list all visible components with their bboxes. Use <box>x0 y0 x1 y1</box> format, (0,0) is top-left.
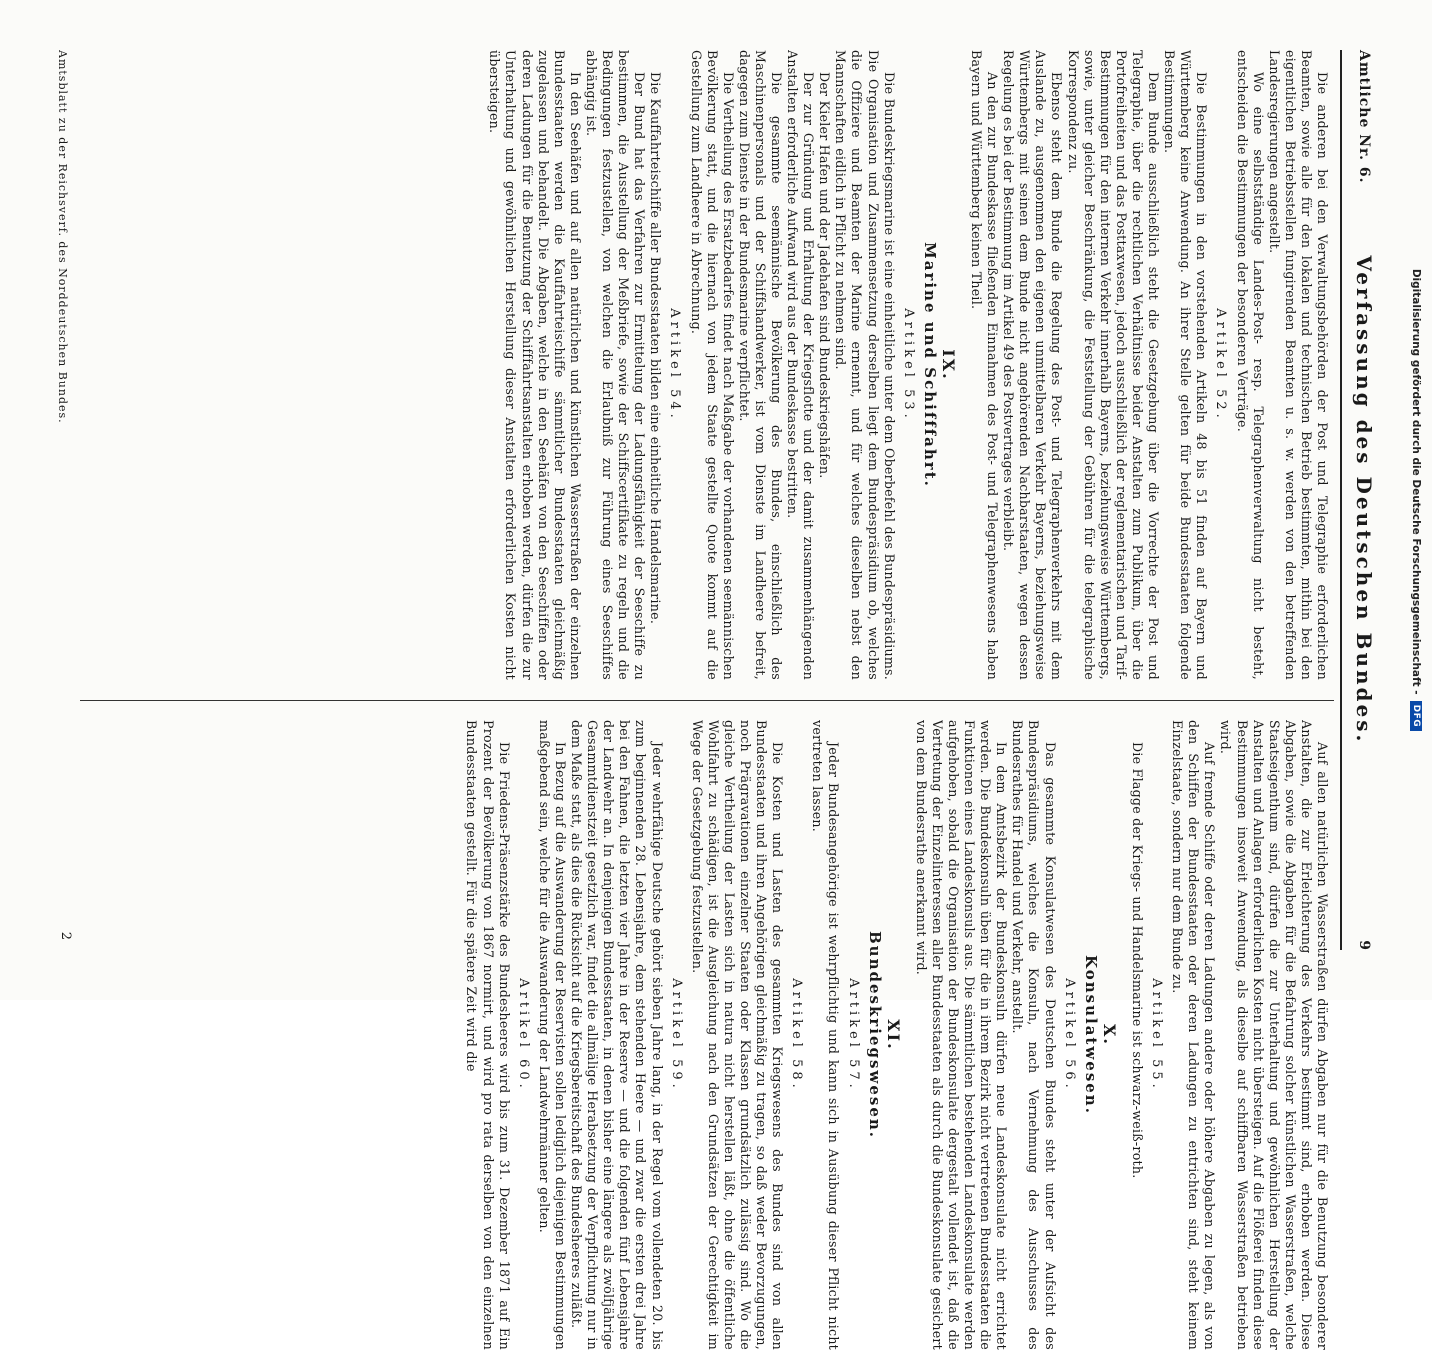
body-paragraph: Der Bund hat das Verfahren zur Ermittelung der Ladungsfähigkeit der Seeschiffe zu bestimmen, die Ausstellung der Meßbriefe, sowie der Schiffscertifikate zu regeln und die Bedingungen festzustellen, von welchen die Erlaubniß zur Führung eines Seeschiffes abhängig ist. <box>583 50 648 680</box>
body-paragraph: Das gesammte Konsulatwesen des Deutschen Bundes steht unter der Aufsicht des Bundespräsidiums, welches die Konsuln, nach Vernehmung des Ausschusses des Bundesrathes für Handel und Verkehr, anstellt. <box>1010 720 1058 1350</box>
right-column <box>80 720 1330 1350</box>
column-divider <box>80 700 1334 701</box>
body-paragraph: Die Flagge der Kriegs- und Handelsmarine ist schwarz-weiß-roth. <box>1129 742 1145 1179</box>
header-left: Amtliche Nr. 6. <box>1356 50 1372 184</box>
article-heading: Artikel 56. <box>1061 978 1077 1092</box>
dfg-logo: DFG <box>1410 701 1422 732</box>
body-paragraph: Die gesammte seemännische Bevölkerung des Bundes, einschließlich des Maschinenpersonals und der Schiffshandwerker, ist vom Dienste im Landheere befreit, dagegen zum Dienste in der Bundesmarine verpflichtet. <box>736 50 784 680</box>
footer-fragment: Amtsblatt zu der Reichsverf. des Norddeutschen Bundes. <box>56 50 69 424</box>
body-paragraph: Die Bestimmungen in den vorstehenden Artikeln 48 bis 51 finden auf Bayern und Württemberg keine Anwendung. An ihrer Stelle gelten für beide Bundesstaaten folgende Bestimmungen. <box>1162 50 1210 680</box>
body-paragraph: In den Seehäfen und auf allen natürlichen und künstlichen Wasserstraßen der einzelnen Bundesstaaten werden die Kauffahrteischiffe sämmtlicher Bundesstaaten gleichmäßig zugelassen und behandelt. Die Abgaben, welche in den Seehäfen von den Seeschiffen oder deren Ladungen für die Benutzung der Schifffahrtsanstalten erhoben werden, dürfen die zur Unterhaltung und gewöhnlichen Herstellung dieser Anstalten erforderlichen Kosten nicht übersteigen. <box>487 50 583 680</box>
rotated-page-content <box>50 30 1390 1350</box>
body-paragraph: Auf fremde Schiffe oder deren Ladungen andere oder höhere Abgaben zu legen, als von den Schiffen der Bundesstaaten oder deren Ladungen zu entrichten sind, steht keinem Einzelstaate, sondern nur dem Bunde zu. <box>1170 720 1218 1350</box>
digitization-credit <box>1409 0 1423 1000</box>
body-paragraph: Jeder wehrfähige Deutsche gehört sieben Jahre lang, in der Regel vom vollendeten 20. bis zum beginnenden 28. Lebensjahre, dem stehenden Heere — und zwar die ersten drei Jahre bei den Fahnen, die letzten vier Jahre in der Reserve — und die folgenden fünf Lebensjahre der Landwehr an. In denjenigen Bundesstaaten, in denen bisher eine längere als zwölfjährige Gesammtdienstzeit gesetzlich war, findet die allmälige Herabsetzung der Verpflichtung nur in dem Maße statt, als dies die Rücksicht auf die Kriegsbereitschaft des Bundesheeres zuläßt. <box>569 720 665 1350</box>
body-paragraph: In dem Amtsbezirk der Bundeskonsuln dürfen neue Landeskonsulate nicht errichtet werden. Die Bundeskonsuln üben für die in ihrem Bezirk nicht vertretenen Bundesstaaten die Funktionen eines Landeskonsuls aus. Die sämmtlichen bestehenden Landeskonsulate werden aufgehoben, sobald die Organisation der Bundeskonsulate dergestalt vollendet ist, daß die Vertretung der Einzelinteressen aller Bundesstaaten als durch die Bundeskonsulate gesichert von dem Bundesrathe anerkannt wird. <box>913 720 1010 1350</box>
article-heading: Artikel 58. <box>789 978 805 1092</box>
body-paragraph: An den zur Bundeskasse fließenden Einnahmen des Post- und Telegraphenwesens haben Bayern und Württemberg keinen Theil. <box>969 50 1001 680</box>
body-paragraph: Auf allen natürlichen Wasserstraßen dürfen Abgaben nur für die Benutzung besonderer Anstalten, die zur Erleichterung des Verkehrs bestimmt sind, erhoben werden. Diese Abgaben, sowie die Abgaben für die Befahrung solcher künstlichen Wasserstraßen, welche Staatseigenthum sind, dürfen die zur Unterhaltung und gewöhnlichen Herstellung der Anstalten und Anlagen erforderlichen Kosten nicht übersteigen. Auf die Flößerei finden diese Bestimmungen insoweit Anwendung, als dieselbe auf schiffbaren Wasserstraßen betrieben wird. <box>1218 720 1330 1350</box>
body-paragraph: Der Kieler Hafen und der Jadehafen sind Bundeskriegshäfen. <box>817 72 833 479</box>
body-paragraph: Ebenso steht dem Bunde die Regelung des Post- und Telegraphenverkehrs mit dem Auslande zu, ausgenommen den eigenen unmittelbaren Verkehr Bayerns, beziehungsweise Württembergs mit seinen dem Bunde nicht angehörenden Nachbarstaaten, wegen dessen Regelung es bei der Bestimmung im Artikel 49 des Postvertrages verbleibt. <box>1001 50 1065 680</box>
body-paragraph: Wo eine selbstständige Landes-Post- resp. Telegraphenverwaltung nicht besteht, entscheiden die Bestimmungen der besonderen Verträge. <box>1234 50 1266 680</box>
body-paragraph: Die Friedens-Präsenzstärke des Bundesheeres wird bis zum 31. Dezember 1871 auf Ein Prozent der Bevölkerung von 1867 normirt, und wird pro rata derselben von den einzelnen Bundesstaaten gestellt. Für die spätere Zeit wird die <box>464 720 512 1350</box>
chapter-title: Bundeskriegswesen. <box>865 930 884 1139</box>
running-head <box>1346 50 1376 950</box>
chapter-numeral: X. <box>1099 1024 1119 1046</box>
body-paragraph: Die Kosten und Lasten des gesammten Kriegswesens des Bundes sind von allen Bundesstaaten und ihren Angehörigen gleichmäßig zu tragen, so daß weder Bevorzugungen, noch Prägravationen einzelner Staaten oder Klassen grundsätzlich zulässig sind. Wo die gleiche Vertheilung der Lasten sich in natura nicht herstellen läßt, ohne die öffentliche Wohlfahrt zu schädigen, ist die Ausgleichung nach den Grundsätzen der Gerechtigkeit im Wege der Gesetzgebung festzustellen. <box>689 720 786 1350</box>
body-paragraph: Die anderen bei den Verwaltungsbehörden der Post und Telegraphie erforderlichen Beamten, sowie alle für den lokalen und technischen Betrieb bestimmten, mithin bei den eigentlichen Betriebsstellen fungirenden Beamten u. s. w. werden von den betreffenden Landesregierungen angestellt. <box>1266 50 1330 680</box>
article-heading: Artikel 52. <box>1213 308 1229 422</box>
header-title: Verfassung des Deutschen Bundes. <box>1352 255 1376 745</box>
credit-text: Digitalisierung gefördert durch die Deutsche Forschungsgemeinschaft - <box>1410 268 1422 695</box>
article-heading: Artikel 59. <box>668 978 684 1092</box>
header-rule <box>1340 50 1342 950</box>
body-paragraph: Der zur Gründung und Erhaltung der Kriegsflotte und der damit zusammenhängenden Anstalten erforderliche Aufwand wird aus der Bundeskasse bestritten. <box>785 50 817 680</box>
article-heading: Artikel 57. <box>845 978 861 1092</box>
body-paragraph: In Bezug auf die Auswanderung der Reservisten sollen lediglich diejenigen Bestimmungen maßgebend sein, welche für die Auswanderung der Landwehrmänner gelten. <box>536 720 568 1350</box>
article-heading: Artikel 53. <box>900 308 916 422</box>
chapter-numeral: IX. <box>938 349 958 381</box>
body-paragraph: Die Kauffahrteischiffe aller Bundesstaaten bilden eine einheitliche Handelsmarine. <box>648 72 664 625</box>
body-paragraph: Jeder Bundesangehörige ist wehrpflichtig und kann sich in Ausübung dieser Pflicht nicht vertreten lassen. <box>810 720 842 1350</box>
body-paragraph: Die Bundeskriegsmarine ist eine einheitliche unter dem Oberbefehl des Bundespräsidiums. Die Organisation und Zusammensetzung derselben liegt dem Bundespräsidium ob, welches die Offiziere und Beamten der Marine ernennt, und für welches dieselben nebst den Mannschaften eidlich in Pflicht zu nehmen sind. <box>833 50 897 680</box>
chapter-numeral: XI. <box>883 1019 903 1051</box>
body-paragraph: Die Vertheilung des Ersatzbedarfes findet nach Maßgabe der vorhandenen seemännischen Bevölkerung statt, und die hiernach von jedem Staate gestellte Quote kommt auf die Gestellung zum Landheere in Abrechnung. <box>688 50 736 680</box>
page-number: 9 <box>1356 940 1372 950</box>
chapter-title: Marine und Schifffahrt. <box>920 242 939 488</box>
article-heading: Artikel 60. <box>515 978 531 1092</box>
article-heading: Artikel 55. <box>1149 978 1165 1092</box>
chapter-title: Konsulatwesen. <box>1081 955 1100 1115</box>
signature-mark: 2 <box>58 931 73 940</box>
body-paragraph: Dem Bunde ausschließlich steht die Gesetzgebung über die Vorrechte der Post und Telegraphie, über die rechtlichen Verhältnisse beider Anstalten zum Publikum, über die Portofreiheiten und das Posttaxwesen, jedoch ausschließlich der reglementarischen und Tarif-Bestimmungen für den internen Verkehr innerhalb Bayerns, beziehungsweise Württembergs, sowie, unter gleicher Beschränkung, die Feststellung der Gebühren für die telegraphische Korrespondenz zu. <box>1065 50 1162 680</box>
footer <box>56 50 69 670</box>
article-heading: Artikel 54. <box>667 308 683 422</box>
left-column <box>80 50 1330 680</box>
